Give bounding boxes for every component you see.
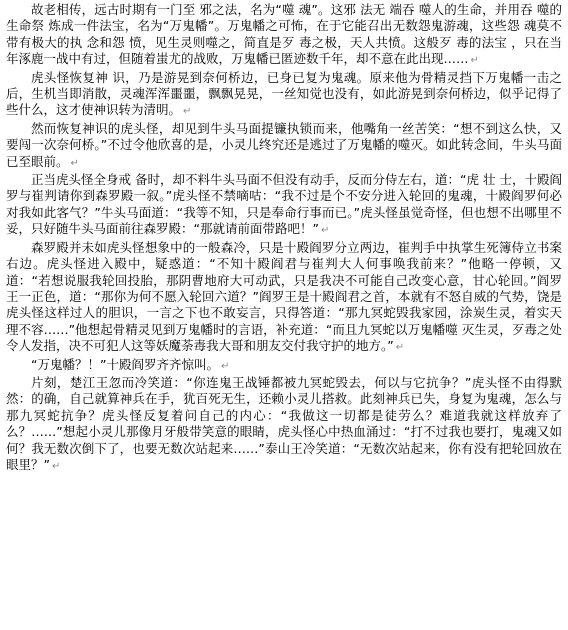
paragraph-7: 片刻，楚江王忽而冷笑道：“你连鬼王战锤都被九冥蛇毁去，何以与它抗争？”虎头怪不由得默然：的确，自己就算神兵在手，犹百死无生，还赖小灵儿搭救。此刻神兵已失，身复为鬼魂，怎么与那九冥蛇抗争？虎头怪反复着问自己的内心：“我做这一切都是徒劳么？难道我就这样放弃了么？……”想起小灵儿那像月牙般带笑意的眼睛，虎头怪心中热血涌过：“打不过我也要打，鬼魂又如何？我无数次倒下了，也要无数次站起来……”泰山王冷笑道：“无数次站起来，你有没有把轮回放在眼里？” ↵: [6, 374, 562, 472]
paragraph-mark-icon: ↵: [183, 106, 192, 118]
paragraph-mark-icon: ↵: [51, 460, 61, 472]
paragraph-3: 然而恢复神识的虎头怪，却见到牛头马面提镰执锁而来，他嘴角一丝苦笑：“想不到这么快，又要闯一次奈何桥。”不过令他欣喜的是，小灵儿终究还是逃过了万鬼幡的噬灭。如此转念间，牛头马面已至眼前。 ↵: [6, 120, 562, 169]
paragraph-2: 虎头怪恢复神 识，乃是游晃到奈何桥边，已身已复为鬼魂。原来他为骨精灵挡下万鬼幡一击之后，生机当即消散，灵魂浑浑噩噩，飘飘晃晃，一丝知觉也没有，如此游晃到奈何桥边，似乎记得了些什么，这才使神识转为清明。 ↵: [6, 69, 562, 118]
paragraph-6: “万鬼幡？！”十殿阎罗齐齐惊叫。 ↵: [31, 356, 230, 372]
paragraph-1: 故老相传，远古时期有一门至 邪之法，名为“噬 魂”。这邪 法无 端吞 噬人的生命，并用吞 噬的生命祭 炼成一件法宝，名为“万鬼幡”。万鬼幡之可怖，在于它能召出无数怨鬼游魂，这些怨 魂莫不带有极大的执 念和怨 愤，见生灵则噬之，简直是歹 毒之极，天人共愤。这般歹 毒的法宝 ，只在当年涿鹿一战中有过，但随着蚩尤的战败，万鬼幡已匿迹数千年，却不意在此出现…… ↵: [6, 2, 562, 67]
paragraph-mark-icon: ↵: [395, 342, 405, 354]
paragraph-mark-icon: ↵: [70, 157, 79, 169]
paragraph-mark-icon: ↵: [220, 360, 230, 372]
paragraph-mark-icon: ↵: [320, 225, 330, 237]
paragraph-4: 正当虎头怪全身戒 备时，却不料牛头马面不但没有动手，反而分侍左右，道：“虎 壮 士，十殿阎罗与崔判请你到森罗殿一叙。”虎头怪不禁嘀咕：“我不过是个不安分进入轮回的鬼魂，十殿阎罗何必对我如此客气？”牛头马面道：“我等不知，只是奉命行事而已。”虎头怪虽觉奇怪，但也想不出哪里不妥，只好随牛头马面前往森罗殿：“那就请前面带路吧！” ↵: [6, 172, 562, 237]
paragraph-5: 森罗殿并未如虎头怪想象中的一般森冷，只是十殿阎罗分立两边，崔判手中执掌生死簿侍立书案右边。虎头怪进入殿中，疑惑道：“不知十殿阎君与崔判大人何事唤我前来？”他略一停顿，又道：“若想说服我轮回投胎，那阴曹地府大可动武，只是我决不可能自己改变心意，甘心轮回。”阎罗王一正色，道：“那你为何不愿入轮回六道？”阎罗王是十殿阎君之首，本就有不怒自威的气势，饶是虎头怪这样过人的胆识，一言之下也不敢妄言，只得答道：“那九冥蛇毁我家园，涂炭生灵，着实天理不容……”他想起骨精灵见到万鬼幡时的言语，补充道：“而且九冥蛇以万鬼幡噬 灭生灵，歹毒之处令人发指，决不可犯人这等妖魔荼毒我大哥和朋友交付我守护的地方。” ↵: [6, 239, 562, 354]
paragraph-mark-icon: ↵: [470, 55, 479, 67]
